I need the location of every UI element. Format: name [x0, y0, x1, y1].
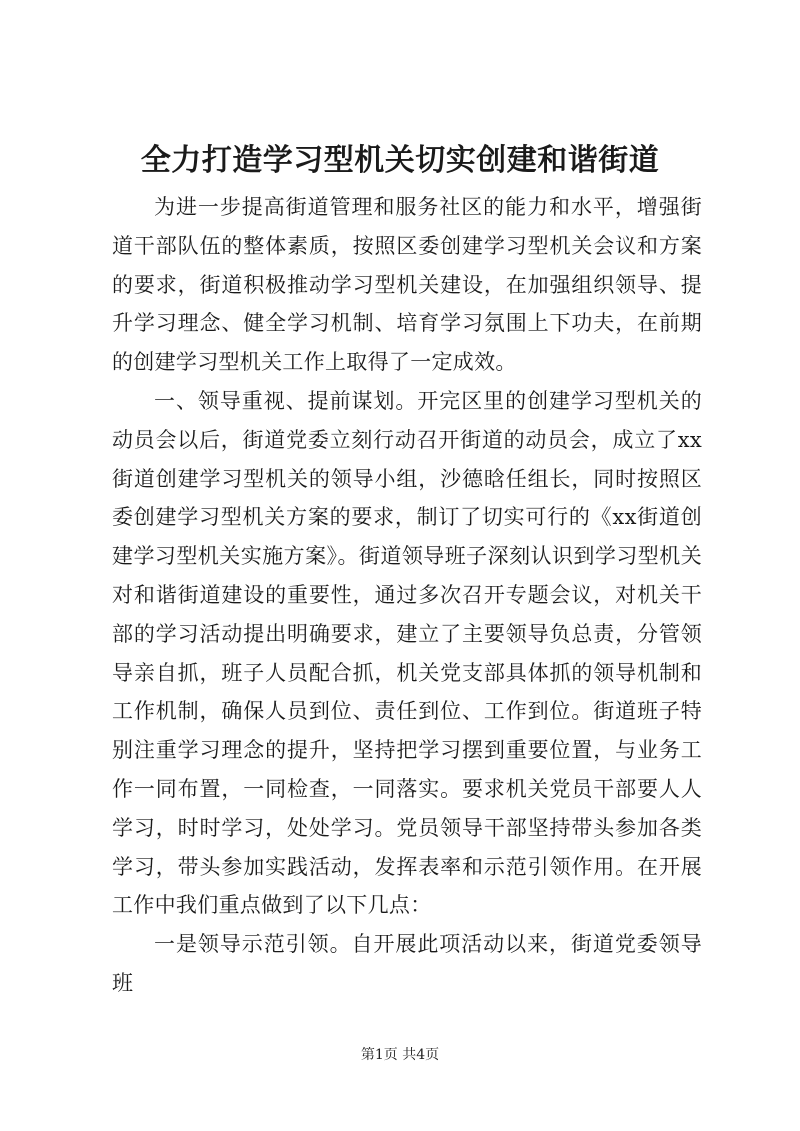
document-title: 全力打造学习型机关切实创建和谐街道	[140, 143, 660, 178]
paragraph-point-one: 一是领导示范引领。自开展此项活动以来，街道党委领导班	[112, 932, 702, 995]
paragraph-section-one: 一、领导重视、提前谋划。开完区里的创建学习型机关的动员会以后，街道党委立刻行动召开街道的动员会，成立了xx街道创建学习型机关的领导小组，沙德晗任组长，同时按照区委创建学习型机关方案的要求，制订了切实可行的《xx街道创建学习型机关实施方案》。街道领导班子深刻认识到学习型机关对和谐街道建设的重要性，通过多次召开专题会议，对机关干部的学习活动提出明确要求，建立了主要领导负总责，分管领导亲自抓，班子人员配合抓，机关党支部具体抓的领导机制和工作机制，确保人员到位、责任到位、工作到位。街道班子特别注重学习理念的提升，坚持把学习摆到重要位置，与业务工作一同布置，一同检查，一同落实。要求机关党员干部要人人学习，时时学习，处处学习。党员领导干部坚持带头参加各类学习，带头参加实践活动，发挥表率和示范引领作用。在开展工作中我们重点做到了以下几点：	[112, 388, 702, 918]
page-number-footer: 第1页 共4页	[360, 1047, 440, 1063]
paragraph-intro: 为进一步提高街道管理和服务社区的能力和水平，增强街道干部队伍的整体素质，按照区委创建学习型机关会议和方案的要求，街道积极推动学习型机关建设，在加强组织领导、提升学习理念、健全学习机制、培育学习氛围上下功夫，在前期的创建学习型机关工作上取得了一定成效。	[112, 195, 702, 375]
document-body	[112, 188, 702, 1003]
